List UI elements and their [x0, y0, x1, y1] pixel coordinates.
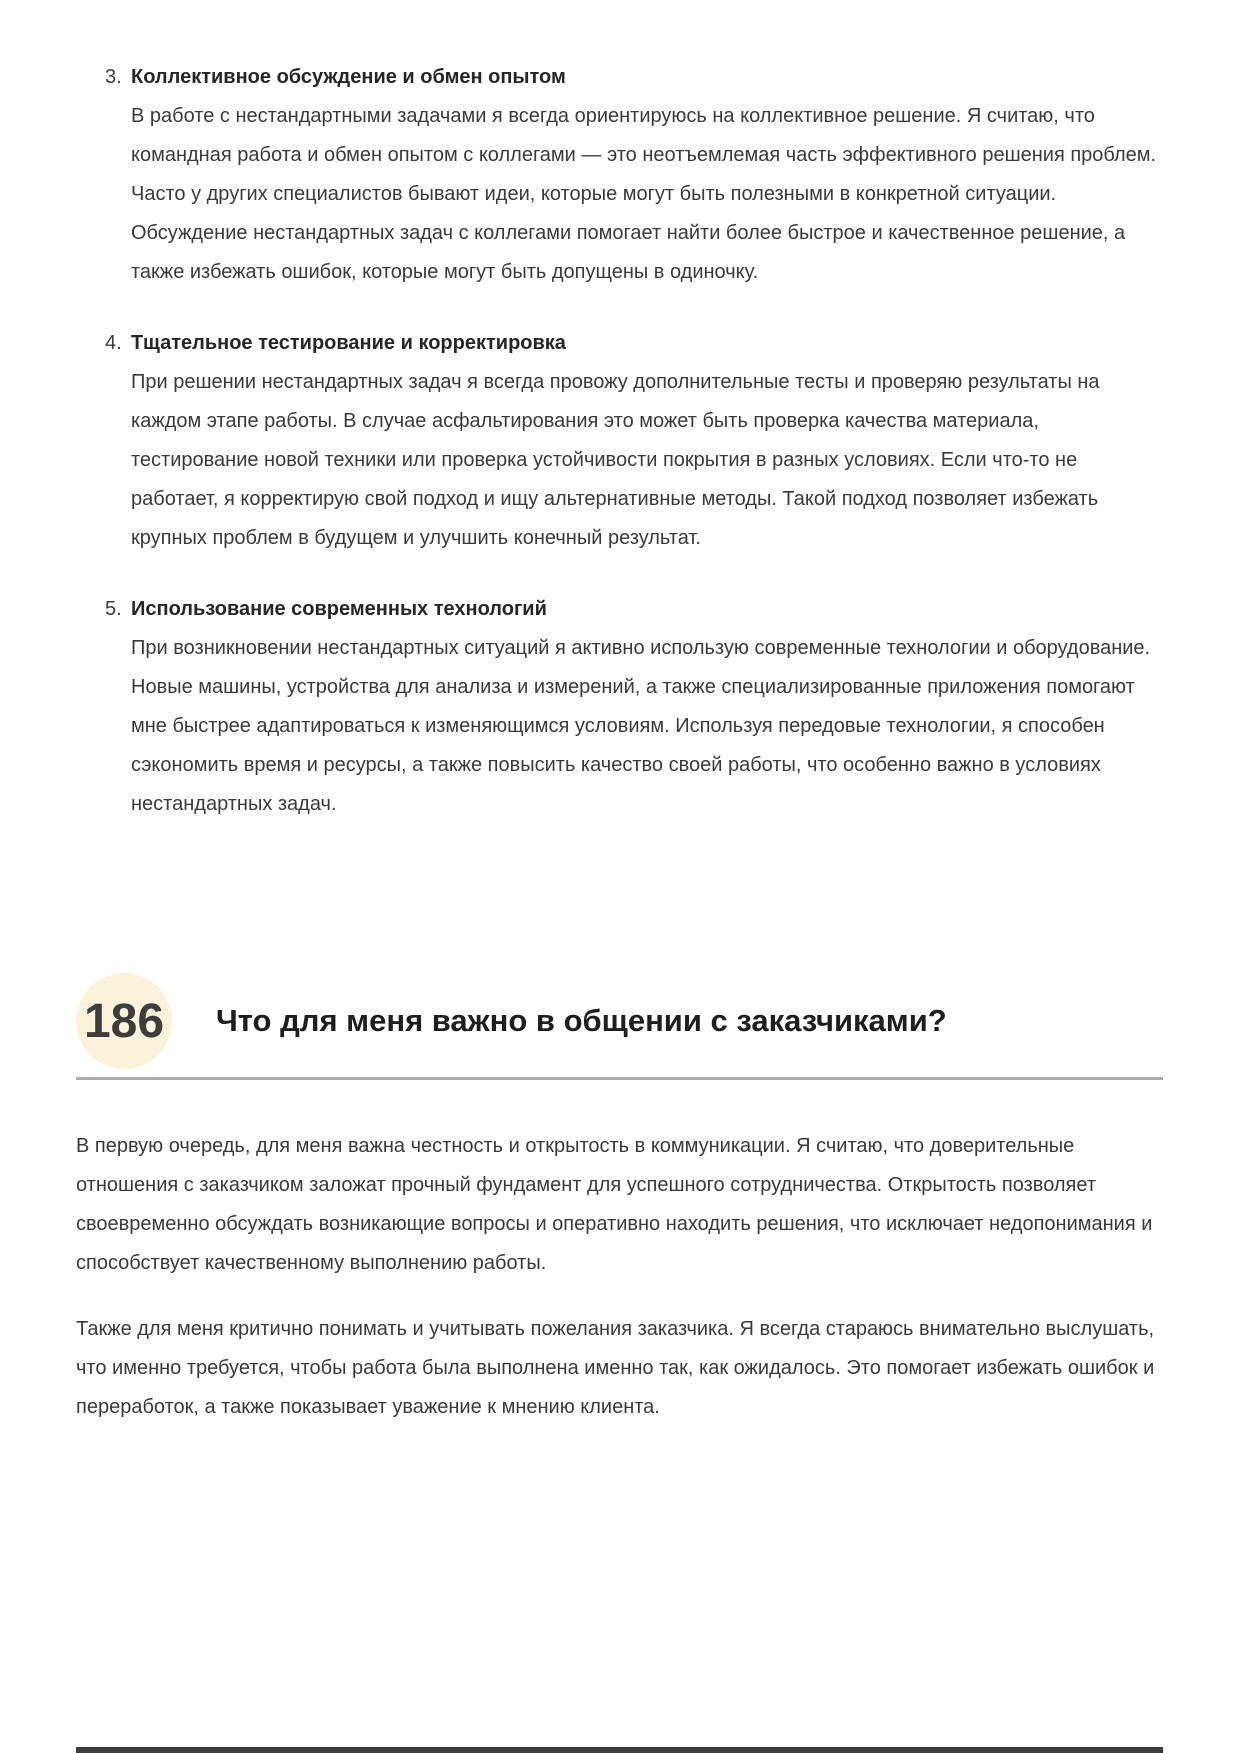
question-number-badge — [76, 973, 172, 1069]
section-divider — [76, 1077, 1163, 1080]
list-item-body: В работе с нестандартными задачами я всегда ориентируюсь на коллективное решение. Я считаю, что командная работа и обмен опытом с коллегами — это неотъемлемая часть эффективного решения проблем. Часто у других специалистов бывают идеи, которые могут быть полезными в конкретной ситуации. Обсуждение нестандартных задач с коллегами помогает найти более быстрое и качественное решение, а также избежать ошибок, которые могут быть допущены в одиночку. — [131, 105, 1157, 283]
list-item-header — [105, 590, 1163, 629]
list-item-title: Тщательное тестирование и корректировка — [131, 332, 566, 354]
question-number: 186 — [83, 994, 165, 1048]
list-item-title: Использование современных технологий — [131, 598, 547, 620]
list-item-number: 3. — [105, 66, 122, 88]
list-item — [105, 58, 1163, 292]
list-item — [105, 590, 1163, 824]
list-item-body: При возникновении нестандартных ситуаций я активно использую современные технологии и оборудование. Новые машины, устройства для анализа и измерений, а также специализированные приложения помогают мне быстрее адаптироваться к изменяющимся условиям. Используя передовые технологии, я способен сэкономить время и ресурсы, а также повысить качество своей работы, что особенно важно в условиях нестандартных задач. — [131, 637, 1151, 815]
question-header — [76, 973, 1163, 1069]
numbered-list — [76, 58, 1163, 824]
list-item-body: При решении нестандартных задач я всегда провожу дополнительные тесты и проверяю результаты на каждом этапе работы. В случае асфальтирования это может быть проверка качества материала, тестирование новой техники или проверка устойчивости покрытия в разных условиях. Если что-то не работает, я корректирую свой подход и ищу альтернативные методы. Такой подход позволяет избежать крупных проблем в будущем и улучшить конечный результат. — [131, 371, 1100, 549]
paragraph: В первую очередь, для меня важна честность и открытость в коммуникации. Я считаю, что доверительные отношения с заказчиком заложат прочный фундамент для успешного сотрудничества. Открытость позволяет своевременно обсуждать возникающие вопросы и оперативно находить решения, что исключает недопонимания и способствует качественному выполнению работы. — [76, 1135, 1153, 1274]
paragraph: Также для меня критично понимать и учитывать пожелания заказчика. Я всегда стараюсь внимательно выслушать, что именно требуется, чтобы работа была выполнена именно так, как ожидалось. Это помогает избежать ошибок и переработок, а также показывает уважение к мнению клиента. — [76, 1318, 1155, 1418]
list-item-title: Коллективное обсуждение и обмен опытом — [131, 66, 566, 88]
list-item-number: 4. — [105, 332, 122, 354]
list-item-number: 5. — [105, 598, 122, 620]
page-bottom-bar — [76, 1747, 1163, 1753]
list-item-header — [105, 58, 1163, 97]
question-title: Что для меня важно в общении с заказчиками? — [216, 1003, 947, 1039]
list-item-header — [105, 324, 1163, 363]
list-item — [105, 324, 1163, 558]
